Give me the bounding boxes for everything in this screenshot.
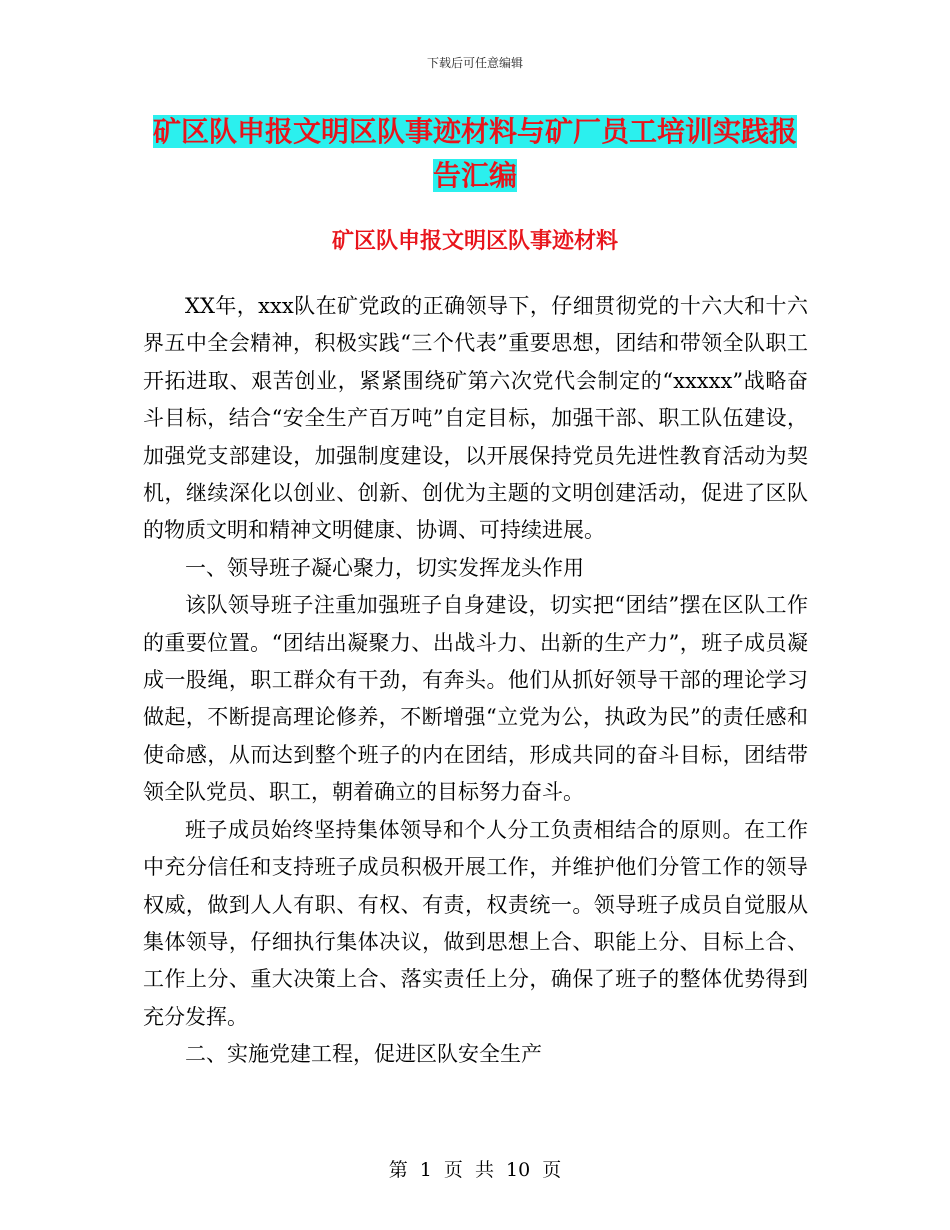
document-title-line-2: 告汇编 [432,159,517,192]
section-title: 矿区队申报文明区队事迹材料 [331,228,618,254]
document-title [140,110,810,198]
document-body [143,288,808,1074]
paragraph-intro: XX年，xxx队在矿党政的正确领导下，仔细贯彻党的十六大和十六界五中全会精神，积极实践“三个代表”重要思想，团结和带领全队职工开拓进取、艰苦创业，紧紧围绕矿第六次党代会制定的“xxxxx”战略奋斗目标，结合“安全生产百万吨”自定目标，加强干部、职工队伍建设，加强党支部建设，加强制度建设，以开展保持党员先进性教育活动为契机，继续深化以创业、创新、创优为主题的文明创建活动，促进了区队的物质文明和精神文明健康、协调、可持续进展。 [143,294,808,543]
subheading-one: 一、领导班子凝心聚力，切实发挥龙头作用 [185,555,584,580]
header-note: 下载后可任意编辑 [426,56,523,70]
paragraph-leadership-unity: 该队领导班子注重加强班子自身建设，切实把“团结”摆在区队工作的重要位置。“团结出凝聚力、出战斗力、出新的生产力”，班子成员凝成一股绳，职工群众有干劲，有奔头。他们从抓好领导干部的理论学习做起，不断提高理论修养，不断增强“立党为公，执政为民”的责任感和使命感，从而达到整个班子的内在团结，形成共同的奋斗目标，团结带领全队党员、职工，朝着确立的目标努力奋斗。 [143,593,808,805]
subheading-two: 二、实施党建工程，促进区队安全生产 [185,1042,542,1067]
page-footer: 第 1 页 共 10 页 [388,1159,562,1181]
paragraph-collective-leadership: 班子成员始终坚持集体领导和个人分工负责相结合的原则。在工作中充分信任和支持班子成员积极开展工作，并维护他们分管工作的领导权威，做到人人有职、有权、有责，权责统一。领导班子成员自觉服从集体领导，仔细执行集体决议，做到思想上合、职能上分、目标上合、工作上分、重大决策上合、落实责任上分，确保了班子的整体优势得到充分发挥。 [143,817,808,1029]
document-title-line-1: 矿区队申报文明区队事迹材料与矿厂员工培训实践报 [152,115,797,148]
